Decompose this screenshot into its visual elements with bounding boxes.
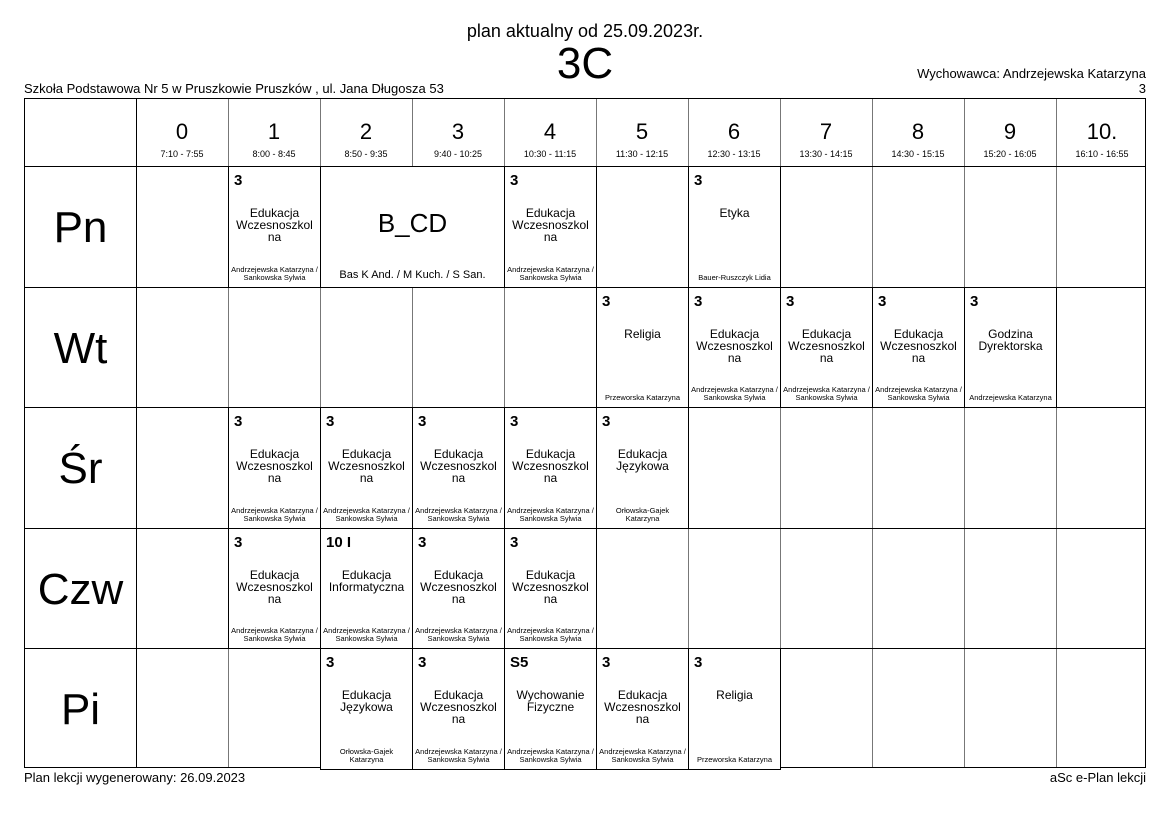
period-time: 8:00 - 8:45 [252, 149, 296, 159]
period-header [228, 99, 320, 166]
lesson-teacher: Andrzejewska Katarzyna / Sankowska Sylwia [415, 626, 502, 644]
lesson-subject: Edukacja Wczesnoszkol na [512, 206, 589, 244]
lesson-room: 3 [418, 413, 427, 431]
lesson-room: 3 [234, 413, 243, 431]
lesson-card[interactable] [320, 166, 505, 288]
generated-date: Plan lekcji wygenerowany: 26.09.2023 [24, 770, 246, 785]
lesson-teacher: Orłowska-Gajek Katarzyna [615, 505, 670, 523]
lesson-subject: Edukacja Wczesnoszkol na [420, 447, 497, 486]
period-header [1056, 99, 1148, 166]
lesson-subject: Edukacja Wczesnoszkol na [420, 688, 497, 727]
lesson-card[interactable] [320, 528, 413, 650]
period-header [780, 99, 872, 166]
period-time: 7:10 - 7:55 [160, 149, 204, 159]
lesson-card[interactable] [504, 648, 597, 770]
period-number: 10. [1086, 119, 1118, 144]
lesson-subject: Edukacja Wczesnoszkol na [604, 688, 681, 727]
school-name: Szkoła Podstawowa Nr 5 w Pruszkowie Pruszków , ul. Jana Długosza 53 [24, 81, 444, 96]
lesson-card[interactable] [688, 648, 781, 770]
lesson-card[interactable] [228, 528, 321, 650]
period-time: 10:30 - 11:15 [523, 149, 577, 159]
lesson-card[interactable] [596, 648, 689, 770]
class-title: 3C [556, 39, 614, 88]
period-number: 2 [359, 119, 373, 144]
period-time: 8:50 - 9:35 [344, 149, 388, 159]
lesson-subject: B_CD [377, 208, 448, 238]
lesson-room: 3 [418, 654, 427, 672]
lesson-room: 3 [694, 292, 703, 310]
grid-vertical-line [872, 99, 873, 767]
period-time: 11:30 - 12:15 [615, 149, 669, 159]
lesson-room: 3 [234, 172, 243, 189]
lesson-subject: Edukacja Językowa [340, 688, 393, 715]
lesson-room: 3 [878, 292, 887, 310]
lesson-teacher: Andrzejewska Katarzyna / Sankowska Sylwia [415, 505, 502, 523]
lesson-subject: Edukacja Językowa [616, 447, 669, 474]
lesson-teacher: Andrzejewska Katarzyna / Sankowska Sylwia [323, 505, 410, 523]
lesson-teacher: Andrzejewska Katarzyna / Sankowska Sylwia [507, 626, 594, 644]
period-time: 12:30 - 13:15 [707, 149, 761, 159]
lesson-card[interactable] [504, 407, 597, 529]
lesson-room: 3 [510, 413, 519, 431]
software-name: aSc e-Plan lekcji [1049, 770, 1146, 785]
period-time: 16:10 - 16:55 [1075, 149, 1129, 159]
period-time: 9:40 - 10:25 [433, 149, 483, 159]
lesson-room: 3 [694, 654, 703, 672]
lesson-room: 3 [602, 413, 611, 431]
lesson-teacher: Andrzejewska Katarzyna / Sankowska Sylwia [507, 746, 594, 764]
timetable-grid [24, 98, 1146, 768]
lesson-card[interactable] [228, 166, 321, 288]
period-number: 1 [267, 119, 281, 144]
lesson-card[interactable] [780, 287, 873, 409]
lesson-card[interactable] [320, 407, 413, 529]
lesson-subject: Edukacja Wczesnoszkol na [512, 567, 589, 606]
lesson-subject: Godzina Dyrektorska [978, 326, 1043, 353]
lesson-room: 3 [418, 533, 427, 551]
lesson-subject: Edukacja Wczesnoszkol na [328, 447, 405, 486]
lesson-card[interactable] [412, 528, 505, 650]
lesson-teacher: Andrzejewska Katarzyna / Sankowska Sylwia [231, 626, 318, 644]
lesson-teacher: Andrzejewska Katarzyna / Sankowska Sylwia [507, 505, 594, 523]
lesson-room: 3 [326, 413, 335, 431]
lesson-teacher: Andrzejewska Katarzyna / Sankowska Sylwia [415, 746, 502, 764]
lesson-room: S5 [510, 654, 529, 672]
period-number: 5 [635, 119, 649, 144]
day-label: Czw [37, 564, 124, 614]
period-number: 6 [727, 119, 741, 144]
class-tutor: Wychowawca: Andrzejewska Katarzyna [917, 66, 1146, 81]
period-number: 4 [543, 119, 557, 144]
lesson-teacher: Andrzejewska Katarzyna / Sankowska Sylwia [783, 385, 870, 403]
period-number: 0 [175, 119, 189, 144]
lesson-card[interactable] [320, 648, 413, 770]
lesson-card[interactable] [596, 287, 689, 409]
lesson-card[interactable] [688, 287, 781, 409]
lesson-room: 3 [694, 172, 703, 189]
grid-vertical-line [136, 99, 137, 767]
lesson-subject: Edukacja Wczesnoszkol na [512, 447, 589, 486]
lesson-room: 3 [234, 533, 243, 551]
period-number: 8 [911, 119, 925, 144]
period-number: 3 [451, 119, 465, 144]
lesson-teacher: Andrzejewska Katarzyna / Sankowska Sylwia [875, 385, 962, 403]
lesson-teacher: Andrzejewska Katarzyna / Sankowska Sylwia [231, 505, 318, 523]
period-header [320, 99, 412, 166]
lesson-subject: Etyka [719, 206, 750, 220]
lesson-room: 3 [786, 292, 795, 310]
period-header [412, 99, 504, 166]
lesson-subject: Edukacja Wczesnoszkol na [788, 326, 865, 365]
lesson-subject: Edukacja Wczesnoszkol na [236, 206, 313, 244]
day-label: Wt [53, 323, 108, 373]
period-header [136, 99, 228, 166]
lesson-room: 3 [970, 292, 979, 310]
period-header [688, 99, 780, 166]
lesson-room: 3 [510, 172, 519, 189]
lesson-card[interactable] [504, 528, 597, 650]
lesson-room: 10 I [326, 533, 352, 551]
lesson-card[interactable] [872, 287, 965, 409]
lesson-teacher: Andrzejewska Katarzyna / Sankowska Sylwia [599, 746, 686, 764]
lesson-subject: Wychowanie Fizyczne [516, 688, 585, 715]
lesson-teacher: Przeworska Katarzyna [604, 393, 681, 403]
period-header [872, 99, 964, 166]
grid-vertical-line [964, 99, 965, 767]
lesson-subject: Religia [624, 326, 661, 341]
plan-date-subtitle: plan aktualny od 25.09.2023r. [466, 21, 704, 41]
lesson-room: 3 [602, 292, 611, 310]
lesson-subject: Edukacja Wczesnoszkol na [236, 447, 313, 486]
lesson-teacher: Andrzejewska Katarzyna / Sankowska Sylwia [507, 264, 594, 282]
lesson-teacher: Bas K And. / M Kuch. / S San. [339, 268, 486, 281]
lesson-teacher: Andrzejewska Katarzyna / Sankowska Sylwia [231, 264, 318, 282]
lesson-card[interactable] [688, 166, 781, 288]
lesson-subject: Edukacja Wczesnoszkol na [420, 567, 497, 606]
lesson-room: 3 [510, 533, 519, 551]
lesson-subject: Edukacja Wczesnoszkol na [880, 326, 957, 365]
period-header [504, 99, 596, 166]
lesson-teacher: Orłowska-Gajek Katarzyna [339, 746, 394, 764]
period-time: 15:20 - 16:05 [983, 149, 1037, 159]
lesson-teacher: Andrzejewska Katarzyna / Sankowska Sylwia [323, 626, 410, 644]
lesson-teacher: Andrzejewska Katarzyna [969, 393, 1052, 403]
lesson-card[interactable] [228, 407, 321, 529]
period-header [596, 99, 688, 166]
lesson-teacher: Andrzejewska Katarzyna / Sankowska Sylwia [691, 385, 778, 403]
day-label: Śr [58, 444, 103, 494]
grid-vertical-line [1056, 99, 1057, 767]
lesson-subject: Edukacja Wczesnoszkol na [696, 326, 773, 365]
lesson-teacher: Przeworska Katarzyna [696, 754, 773, 764]
class-tutor-room: 3 [1138, 81, 1146, 96]
lesson-subject: Edukacja Informatyczna [328, 567, 405, 594]
period-number: 9 [1003, 119, 1017, 144]
lesson-card[interactable] [504, 166, 597, 288]
lesson-card[interactable] [964, 287, 1057, 409]
period-time: 14:30 - 15:15 [891, 149, 945, 159]
lesson-subject: Religia [716, 688, 753, 703]
period-header [964, 99, 1056, 166]
lesson-room: 3 [602, 654, 611, 672]
period-number: 7 [819, 119, 833, 144]
lesson-card[interactable] [412, 407, 505, 529]
period-time: 13:30 - 14:15 [799, 149, 853, 159]
lesson-subject: Edukacja Wczesnoszkol na [236, 567, 313, 606]
day-label: Pi [60, 685, 101, 735]
lesson-card[interactable] [596, 407, 689, 529]
lesson-teacher: Bauer-Ruszczyk Lidia [698, 272, 771, 282]
lesson-room: 3 [326, 654, 335, 672]
day-label: Pn [53, 203, 108, 252]
lesson-card[interactable] [412, 648, 505, 770]
